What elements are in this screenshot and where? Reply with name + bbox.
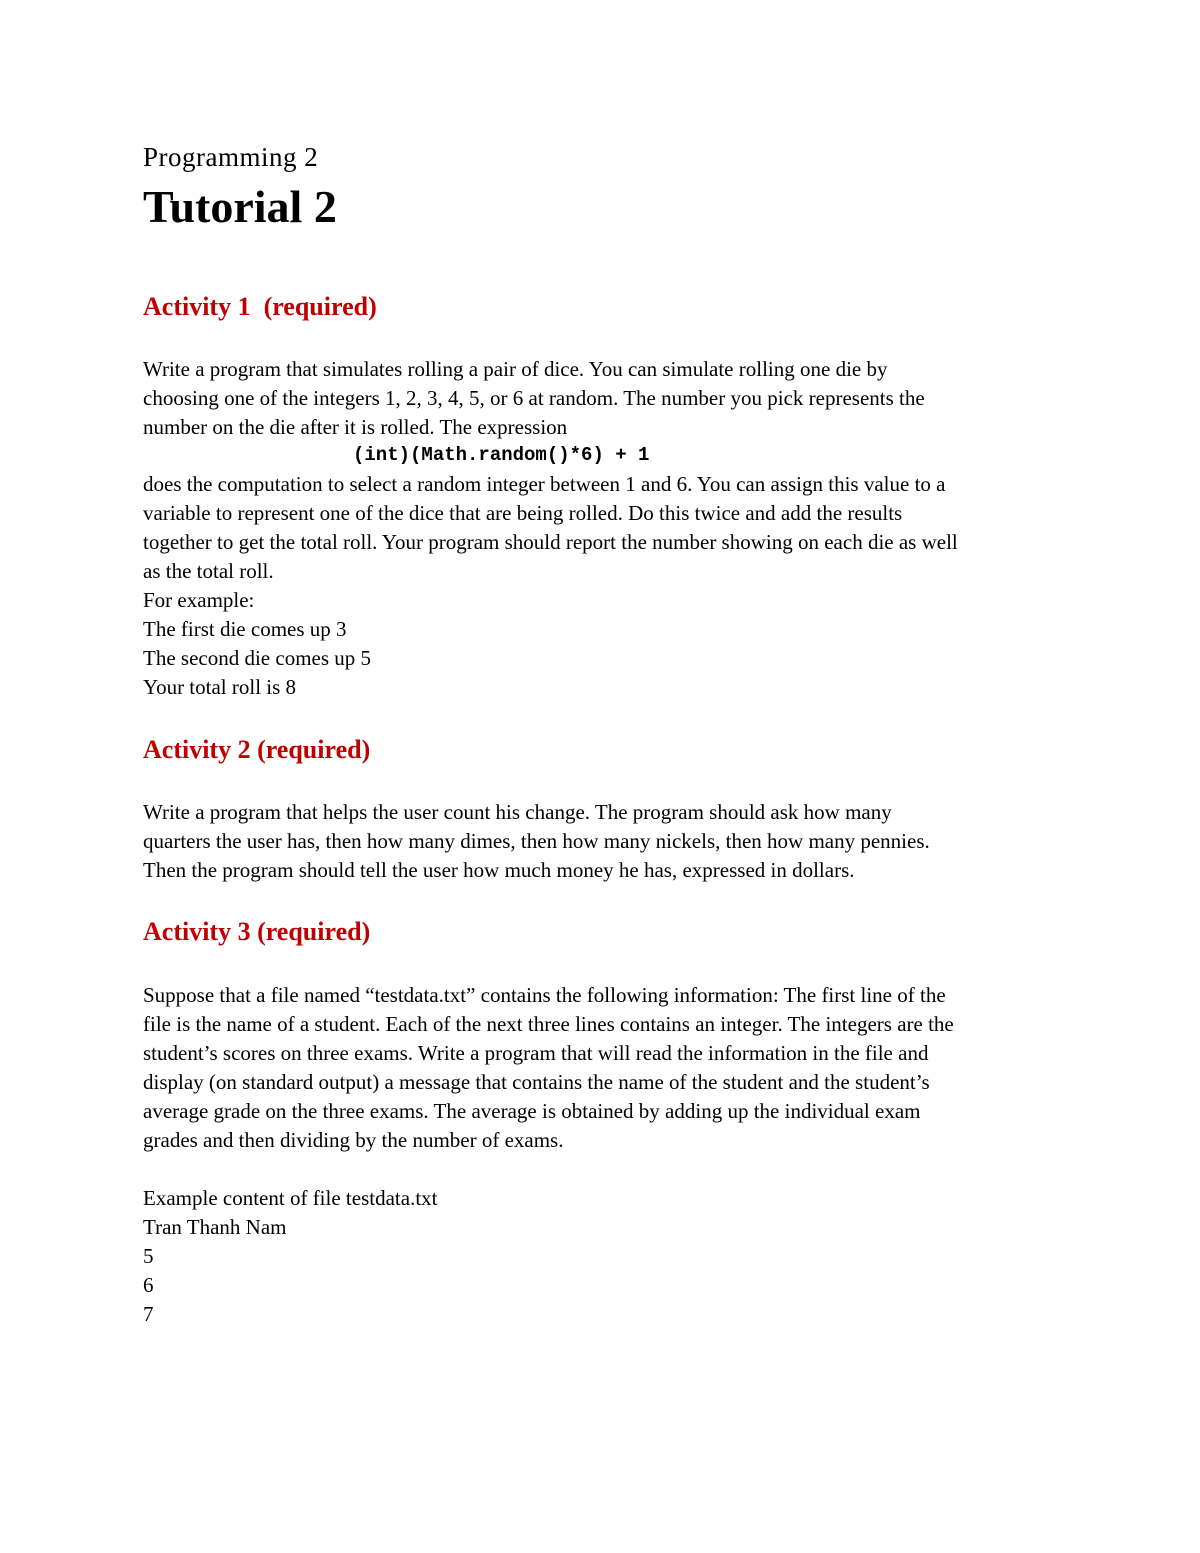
activity-1-text-line: Write a program that simulates rolling a pair of dice. You can simulate rolling one die by <box>143 357 888 381</box>
example-file-line: Tran Thanh Nam <box>143 1215 287 1239</box>
example-file-line: 5 <box>143 1244 154 1268</box>
activity-2-heading: Activity 2 (required) <box>143 735 371 764</box>
activity-3-text-line: grades and then dividing by the number of exams. <box>143 1128 564 1152</box>
activity-3-text-line: display (on standard output) a message that contains the name of the student and the student’s <box>143 1070 930 1094</box>
activity-3-text-line: average grade on the three exams. The average is obtained by adding up the individual exam <box>143 1099 921 1123</box>
page-title: Tutorial 2 <box>143 181 337 232</box>
example-file-line: 7 <box>143 1302 154 1326</box>
activity-1-heading: Activity 1 (required) <box>143 292 377 321</box>
activity-1-text-line: number on the die after it is rolled. The expression <box>143 415 568 439</box>
activity-1-text-line: The first die comes up 3 <box>143 617 347 641</box>
activity-1-text-line: does the computation to select a random integer between 1 and 6. You can assign this value to a <box>143 472 946 496</box>
example-file-line: Example content of file testdata.txt <box>143 1186 438 1210</box>
example-file-line: 6 <box>143 1273 154 1297</box>
activity-2-text-line: quarters the user has, then how many dimes, then how many nickels, then how many pennies. <box>143 829 930 853</box>
activity-2-text-line: Write a program that helps the user count his change. The program should ask how many <box>143 800 892 824</box>
activity-1-text-line: The second die comes up 5 <box>143 646 372 670</box>
activity-3-text-line: Suppose that a file named “testdata.txt” contains the following information: The first line of the <box>143 983 946 1007</box>
activity-3-text-line: student’s scores on three exams. Write a program that will read the information in the file and <box>143 1041 929 1065</box>
activity-1-text-line: Your total roll is 8 <box>143 675 297 699</box>
course-name: Programming 2 <box>143 142 319 172</box>
activity-1-text-line: variable to represent one of the dice that are being rolled. Do this twice and add the results <box>143 501 903 525</box>
activity-3-text-line: file is the name of a student. Each of the next three lines contains an integer. The integers are the <box>143 1012 954 1036</box>
activity-1-text-line: For example: <box>143 588 255 612</box>
activity-1-text-line: as the total roll. <box>143 559 274 583</box>
activity-1-text-line: together to get the total roll. Your program should report the number showing on each die as well <box>143 530 958 554</box>
activity-2-text-line: Then the program should tell the user how much money he has, expressed in dollars. <box>143 858 855 882</box>
activity-1-text-line: choosing one of the integers 1, 2, 3, 4, 5, or 6 at random. The number you pick represents the <box>143 386 925 410</box>
code-expression: (int)(Math.random()*6) + 1 <box>353 444 650 466</box>
activity-3-heading: Activity 3 (required) <box>143 917 371 946</box>
